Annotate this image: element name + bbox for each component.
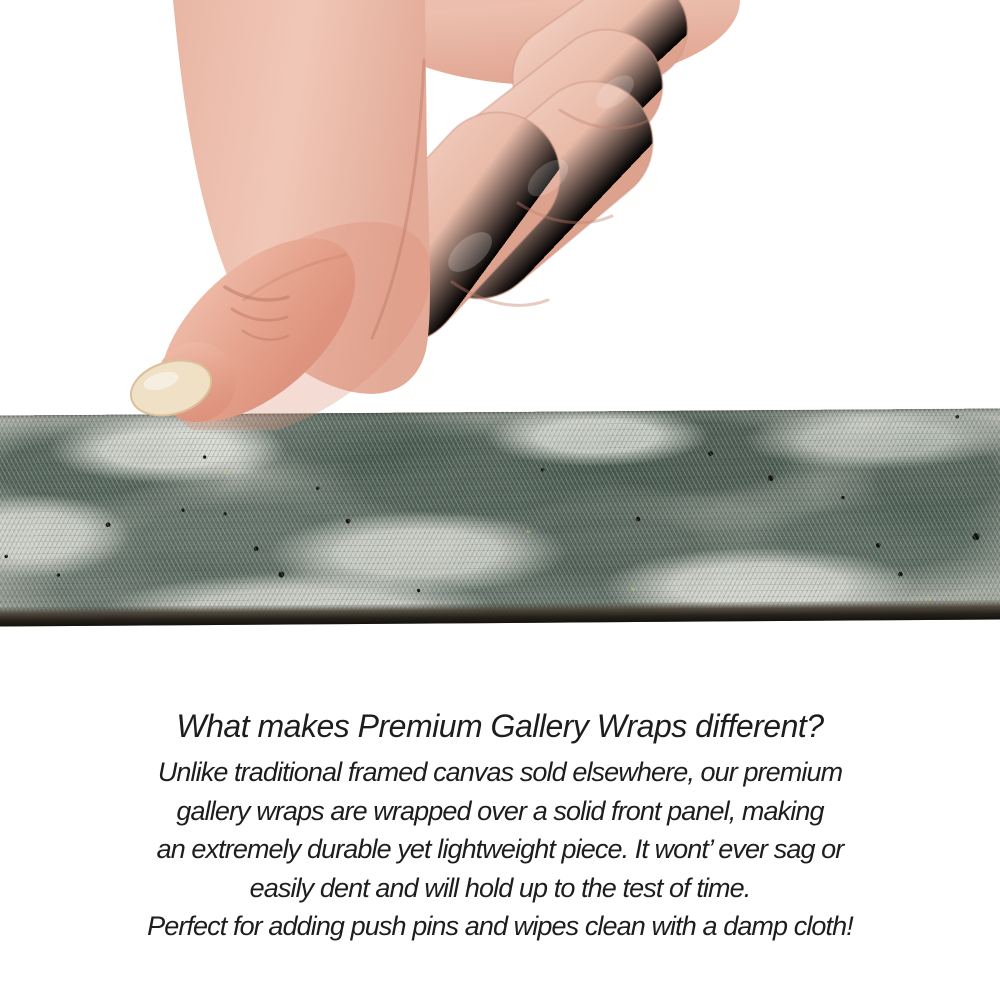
body-line-4: easily dent and will hold up to the test of time. — [249, 872, 751, 903]
hand-pressing-photo — [0, 0, 1000, 430]
body-line-3: an extremely durable yet lightweight piece. It wont’ ever sag or — [156, 834, 844, 864]
body-line-1: Unlike traditional framed canvas sold elsewhere, our premium — [157, 757, 843, 787]
headline: What makes Premium Gallery Wraps different? — [176, 708, 824, 744]
body-line-5: Perfect for adding push pins and wipes clean with a damp cloth! — [147, 911, 853, 941]
body-line-2: gallery wraps are wrapped over a solid front panel, making — [176, 795, 824, 826]
copy-block — [0, 706, 1000, 946]
canvas-underside-edge — [0, 599, 1000, 626]
canvas-edge-strip — [0, 408, 1000, 626]
